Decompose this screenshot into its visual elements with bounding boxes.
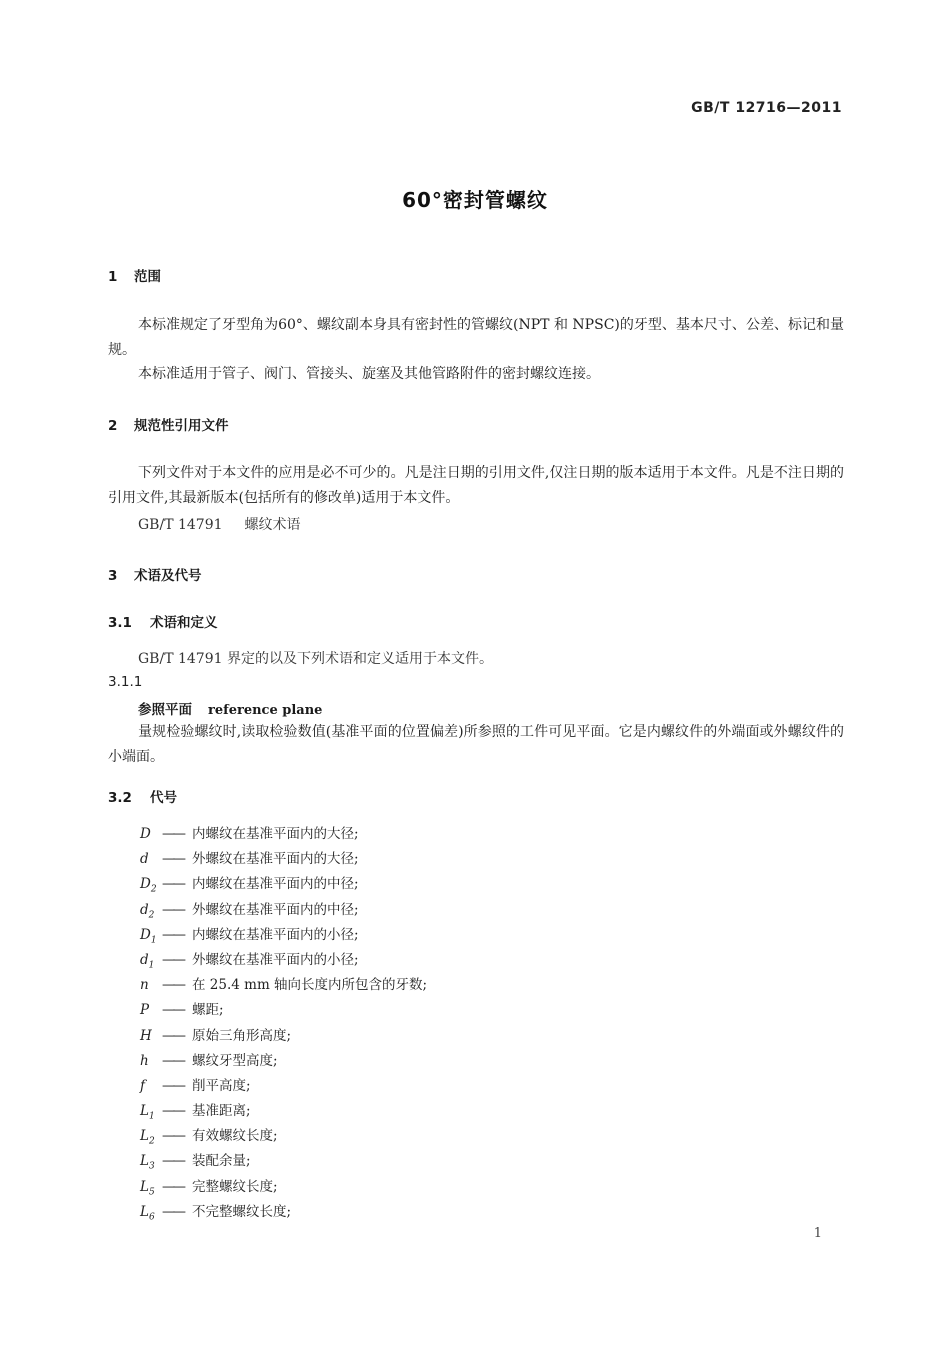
symbol-subscript: 1 — [150, 935, 157, 946]
symbol-letter: H — [140, 1027, 152, 1044]
symbol-dash: —— — [162, 901, 183, 918]
symbol-row — [140, 1149, 427, 1174]
symbol-subscript: 6 — [148, 1212, 155, 1223]
symbol-dash: —— — [162, 1153, 183, 1170]
symbol-subscript: 2 — [148, 1136, 155, 1147]
symbol-letter: L — [140, 1103, 149, 1120]
symbol-row — [140, 1124, 427, 1149]
section-1-paragraph-2: 本标准适用于管子、阀门、管接头、旋塞及其他管路附件的密封螺纹连接。 — [138, 366, 600, 382]
symbol — [140, 1074, 162, 1099]
section-3-2-number: 3.2 — [108, 790, 132, 806]
symbol-row — [140, 1175, 427, 1200]
symbol-description: 完整螺纹长度; — [192, 1178, 278, 1195]
symbol-letter: L — [140, 1178, 149, 1195]
symbol-row — [140, 1200, 427, 1225]
symbol-letter: D — [140, 826, 151, 842]
normative-reference — [138, 514, 301, 534]
symbol-letter: d — [140, 951, 149, 968]
symbol-description: 内螺纹在基准平面内的大径; — [192, 826, 359, 842]
section-3-2-title: 代号 — [150, 790, 177, 806]
symbol-letter: L — [140, 1203, 149, 1220]
symbol-description: 原始三角形高度; — [192, 1027, 292, 1044]
symbol-row — [140, 1074, 427, 1099]
section-1-heading — [108, 265, 161, 285]
symbol-letter: d — [140, 851, 149, 868]
symbol-letter: L — [140, 1153, 149, 1170]
reference-title: 螺纹术语 — [244, 517, 301, 533]
section-1-title: 范围 — [134, 269, 161, 285]
symbol-letter: n — [140, 977, 149, 994]
symbol-dash: —— — [162, 926, 183, 943]
symbol-description: 外螺纹在基准平面内的中径; — [192, 901, 359, 918]
document-title: 60°密封管螺纹 — [402, 188, 548, 212]
symbol-dash: —— — [162, 951, 183, 968]
symbol-dash: —— — [162, 826, 183, 842]
symbol — [140, 847, 162, 872]
symbol-letter: D — [140, 876, 151, 893]
symbol-description: 基准距离; — [192, 1103, 251, 1120]
symbol-dash: —— — [162, 1052, 183, 1069]
symbol-letter: L — [140, 1128, 149, 1145]
symbol-dash: —— — [162, 1027, 183, 1044]
symbol — [140, 998, 162, 1023]
symbol-letter: f — [140, 1077, 145, 1094]
term-chinese: 参照平面 — [138, 702, 192, 718]
page-number: 1 — [813, 1226, 822, 1241]
section-3-2-heading — [108, 786, 177, 806]
section-3-1-number: 3.1 — [108, 615, 132, 631]
section-2-number: 2 — [108, 418, 118, 434]
symbol-dash: —— — [162, 1002, 183, 1019]
symbol-dash: —— — [162, 1103, 183, 1120]
symbol-letter: D — [140, 926, 151, 943]
symbol-dash: —— — [162, 1178, 183, 1195]
symbol-description: 有效螺纹长度; — [192, 1128, 278, 1145]
symbol — [140, 822, 162, 847]
section-1-paragraph-1: 本标准规定了牙型角为60°、螺纹副本身具有密封性的管螺纹(NPT 和 NPSC)的牙型、基本尺寸、公差、标记和量规。 — [108, 317, 844, 358]
symbol-description: 螺距; — [192, 1002, 224, 1019]
symbol-description: 内螺纹在基准平面内的中径; — [192, 876, 359, 893]
symbol-subscript: 3 — [148, 1162, 155, 1173]
section-2-title: 规范性引用文件 — [134, 418, 229, 434]
section-3-number: 3 — [108, 568, 118, 584]
section-3-1-paragraph: GB/T 14791 界定的以及下列术语和定义适用于本文件。 — [138, 651, 493, 667]
symbol-description: 装配余量; — [192, 1153, 251, 1170]
symbol-subscript: 2 — [148, 910, 155, 921]
symbol-row — [140, 1024, 427, 1049]
section-2-paragraph-1: 下列文件对于本文件的应用是必不可少的。凡是注日期的引用文件,仅注日期的版本适用于本文件。凡是不注日期的引用文件,其最新版本(包括所有的修改单)适用于本文件。 — [108, 465, 844, 506]
symbol-dash: —— — [162, 876, 183, 893]
symbol-letter: P — [140, 1002, 150, 1019]
symbol-subscript: 2 — [150, 885, 157, 896]
symbol-description: 内螺纹在基准平面内的小径; — [192, 926, 359, 943]
reference-code: GB/T 14791 — [138, 517, 223, 533]
symbol-row — [140, 872, 427, 897]
symbol — [140, 973, 162, 998]
symbol-dash: —— — [162, 1203, 183, 1220]
term-reference-plane — [138, 698, 322, 718]
symbol-dash: —— — [162, 1128, 183, 1145]
symbol-dash: —— — [162, 977, 183, 994]
symbol-subscript: 1 — [148, 1111, 155, 1122]
symbol-row — [140, 822, 427, 847]
symbol-row — [140, 923, 427, 948]
symbol — [140, 1049, 162, 1074]
standard-number: GB/T 12716—2011 — [691, 100, 842, 116]
symbol-row — [140, 948, 427, 973]
symbol-row — [140, 973, 427, 998]
symbol-description: 外螺纹在基准平面内的大径; — [192, 851, 359, 868]
symbol — [140, 1024, 162, 1049]
symbol-row — [140, 847, 427, 872]
symbol-list — [140, 822, 427, 1225]
symbol-row — [140, 1099, 427, 1124]
symbol-letter: h — [140, 1052, 149, 1069]
symbol-subscript: 1 — [148, 960, 155, 971]
term-definition: 量规检验螺纹时,读取检验数值(基准平面的位置偏差)所参照的工件可见平面。它是内螺纹件的外端面或外螺纹件的小端面。 — [108, 724, 844, 765]
symbol — [140, 1200, 162, 1231]
symbol-dash: —— — [162, 851, 183, 868]
section-3-1-heading — [108, 611, 218, 631]
symbol-description: 在 25.4 mm 轴向长度内所包含的牙数; — [192, 977, 428, 994]
symbol-row — [140, 1049, 427, 1074]
symbol-subscript: 5 — [148, 1187, 155, 1198]
symbol-description: 削平高度; — [192, 1077, 251, 1094]
symbol-row — [140, 998, 427, 1023]
symbol-description: 外螺纹在基准平面内的小径; — [192, 951, 359, 968]
section-2-heading — [108, 414, 229, 434]
symbol-row — [140, 898, 427, 923]
symbol-dash: —— — [162, 1077, 183, 1094]
symbol-description: 不完整螺纹长度; — [192, 1203, 292, 1220]
section-3-1-title: 术语和定义 — [150, 615, 218, 631]
symbol-letter: d — [140, 901, 149, 918]
section-1-number: 1 — [108, 269, 118, 285]
clause-3-1-1-number: 3.1.1 — [108, 674, 143, 690]
section-3-title: 术语及代号 — [134, 568, 202, 584]
symbol-description: 螺纹牙型高度; — [192, 1052, 278, 1069]
term-english: reference plane — [208, 703, 323, 718]
section-3-heading — [108, 564, 202, 584]
